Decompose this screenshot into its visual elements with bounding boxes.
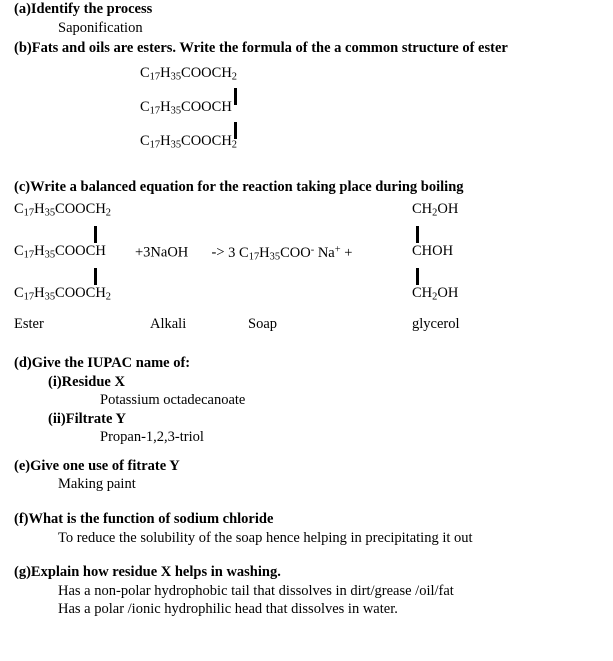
bond-vertical-right-1 [416, 226, 419, 243]
equation-labels [0, 316, 613, 338]
question-d-i-label: (i)Residue X [48, 373, 125, 390]
equation-reactant-ester [14, 202, 111, 310]
answer-g-line-1: Has a non-polar hydrophobic tail that dissolves in dirt/grease /oil/fat [58, 582, 454, 599]
question-f-heading: (f)What is the function of sodium chloride [14, 511, 274, 528]
question-d-heading: (d)Give the IUPAC name of: [14, 355, 191, 372]
ester-structure-diagram [140, 66, 613, 168]
soap-term: 3 $C_{17}H_{35}COO^-$ Na+ + [228, 244, 353, 263]
equation-left-row-1 [14, 202, 111, 244]
equation-left-row2-text: $C_{17}H_{35}COOCH$ [14, 243, 106, 261]
bond-vertical-right-2 [416, 268, 419, 285]
ester-row1-text: $C_{17}H_{35}COOCH_2$ [140, 64, 238, 83]
label-ester: Ester [14, 316, 44, 333]
answer-f: To reduce the solubility of the soap hence helping in precipitating it out [58, 529, 473, 546]
label-soap: Soap [248, 316, 277, 333]
bond-vertical-left-1 [94, 226, 97, 243]
answer-g-line-2: Has a polar /ionic hydrophilic head that dissolves in water. [58, 601, 398, 618]
equation-left-row-3 [14, 286, 111, 310]
answer-d-i: Potassium octadecanoate [100, 392, 246, 409]
question-g-heading: (g)Explain how residue X helps in washing. [14, 564, 281, 581]
equation-right-row2-text: CHOH [412, 243, 454, 260]
equation-left-row1-text: $C_{17}H_{35}COOCH_2$ [14, 201, 112, 219]
label-alkali: Alkali [150, 316, 187, 333]
question-d-ii-label: (ii)Filtrate Y [48, 410, 126, 427]
question-e-heading: (e)Give one use of fitrate Y [14, 457, 180, 474]
equation-product-glycerol [412, 202, 458, 310]
equation-middle-terms [135, 244, 352, 262]
ester-structure-row-2 [140, 100, 613, 134]
equation-right-row-3 [412, 286, 458, 310]
ester-structure-row-1 [140, 66, 613, 100]
bond-vertical-left-2 [94, 268, 97, 285]
equation-right-row-2 [412, 244, 458, 286]
label-glycerol: glycerol [412, 316, 460, 333]
equation-left-row-2 [14, 244, 111, 286]
question-b-heading: (b)Fats and oils are esters. Write the formula of the a common structure of ester [14, 40, 508, 57]
equation-right-row1-text: $CH_2OH$ [412, 201, 459, 219]
question-c-heading: (c)Write a balanced equation for the reaction taking place during boiling [14, 178, 464, 195]
equation-left-row3-text: $C_{17}H_{35}COOCH_2$ [14, 285, 112, 303]
reaction-arrow: -> [211, 244, 225, 261]
answer-e: Making paint [58, 476, 136, 493]
equation-right-row-1 [412, 202, 458, 244]
question-a-heading: (a)Identify the process [14, 1, 153, 17]
saponification-equation [0, 202, 613, 320]
answer-d-ii: Propan-1,2,3-triol [100, 429, 204, 446]
naoh-term: +3NaOH [135, 244, 189, 261]
ester-structure-row-3 [140, 134, 613, 168]
ester-row2-text: $C_{17}H_{35}COOCH$ [140, 98, 232, 117]
answer-a: Saponification [58, 19, 143, 36]
ester-row3-text: $C_{17}H_{35}COOCH_2$ [140, 132, 238, 151]
equation-right-row3-text: $CH_2OH$ [412, 285, 459, 303]
